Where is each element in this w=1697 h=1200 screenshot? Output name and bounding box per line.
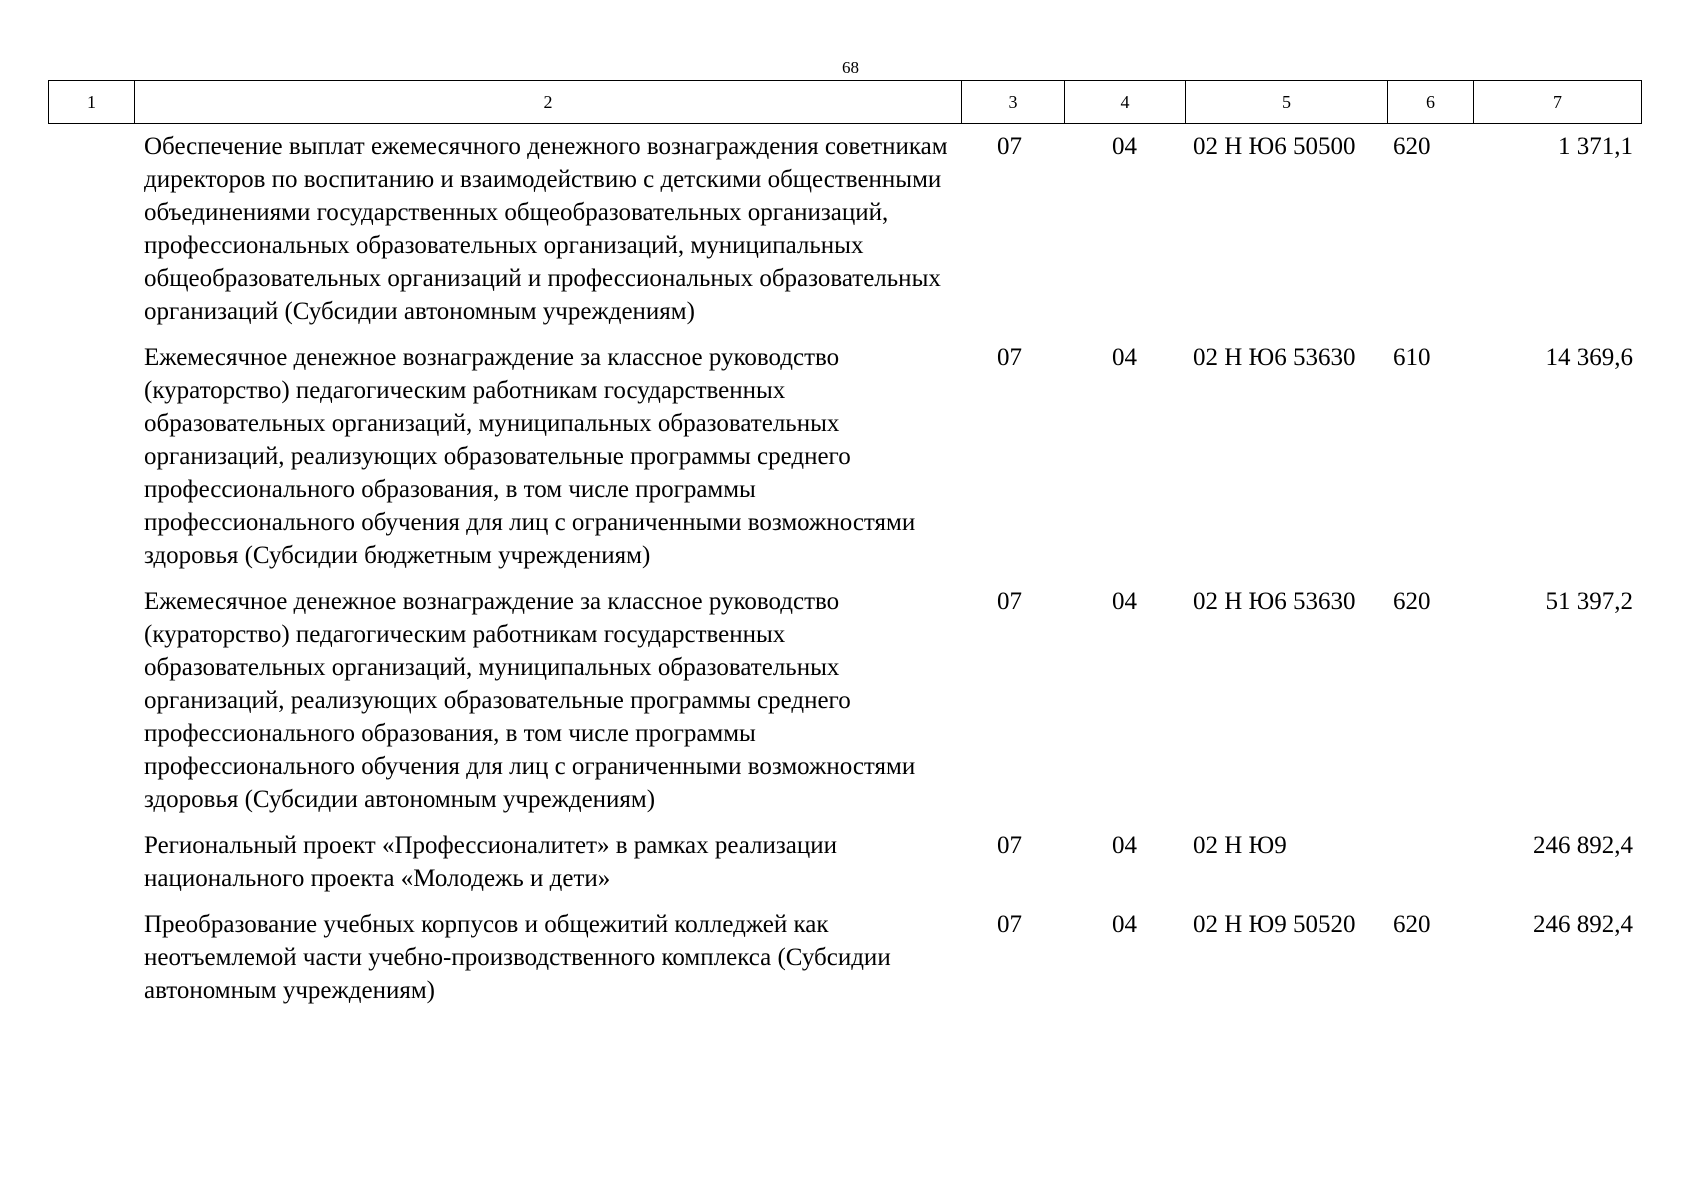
row-number-cell (48, 341, 134, 585)
row-expense-type (1387, 829, 1473, 908)
row-description: Ежемесячное денежное вознаграждение за классное руководство (кураторство) педагогическим работникам государственных образовательных организаций, муниципальных образовательных организаций, реализующих образовательные программы среднего профессионального образования, в том числе программы профессионального обучения для лиц с ограниченными возможностями здоровья (Субсидии автономным учреждениям) (144, 588, 916, 813)
header-row (49, 81, 1642, 124)
row-expense-type: 610 (1393, 344, 1431, 371)
header-col-5: 5 (1186, 81, 1388, 124)
table-row (48, 908, 1641, 1020)
header-col-6: 6 (1388, 81, 1474, 124)
row-target-article: 02 Н Ю9 (1193, 832, 1287, 859)
header-col-2: 2 (135, 81, 962, 124)
row-target-article: 02 Н Ю6 53630 (1193, 344, 1356, 371)
row-target-article: 02 Н Ю6 53630 (1193, 588, 1356, 615)
row-subsection: 04 (1112, 911, 1137, 938)
row-expense-type: 620 (1393, 911, 1431, 938)
budget-table (48, 130, 1641, 1020)
row-amount: 14 369,6 (1545, 344, 1633, 371)
row-number-cell (48, 585, 134, 829)
row-subsection: 04 (1112, 133, 1137, 160)
table-row (48, 829, 1641, 908)
row-amount: 1 371,1 (1558, 133, 1633, 160)
row-target-article: 02 Н Ю6 50500 (1193, 133, 1356, 160)
header-col-4: 4 (1065, 81, 1186, 124)
row-number-cell (48, 829, 134, 908)
header-col-3: 3 (962, 81, 1065, 124)
table-row (48, 130, 1641, 341)
table-row (48, 585, 1641, 829)
row-amount: 246 892,4 (1533, 911, 1633, 938)
header-col-7: 7 (1474, 81, 1642, 124)
row-description: Обеспечение выплат ежемесячного денежного вознаграждения советникам директоров по воспитанию и взаимодействию с детскими общественными объединениями государственных общеобразовательных организаций, профессиональных образовательных организаций, муниципальных общеобразовательных организаций и профессиональных образовательных организаций (Субсидии автономным учреждениям) (144, 133, 948, 325)
row-description: Преобразование учебных корпусов и общежитий колледжей как неотъемлемой части учебно-производственного комплекса (Субсидии автономным учреждениям) (144, 911, 891, 1004)
table-header (48, 80, 1642, 124)
row-number-cell (48, 908, 134, 1020)
row-description: Региональный проект «Профессионалитет» в рамках реализации национального проекта «Молодежь и дети» (144, 832, 838, 892)
row-target-article: 02 Н Ю9 50520 (1193, 911, 1356, 938)
page-number: 68 (842, 58, 859, 77)
table-row (48, 341, 1641, 585)
row-subsection: 04 (1112, 832, 1137, 859)
row-expense-type: 620 (1393, 588, 1431, 615)
row-description: Ежемесячное денежное вознаграждение за классное руководство (кураторство) педагогическим работникам государственных образовательных организаций, муниципальных образовательных организаций, реализующих образовательные программы среднего профессионального образования, в том числе программы профессионального обучения для лиц с ограниченными возможностями здоровья (Субсидии бюджетным учреждениям) (144, 344, 916, 569)
row-section: 07 (997, 588, 1022, 615)
row-section: 07 (997, 832, 1022, 859)
row-amount: 51 397,2 (1545, 588, 1633, 615)
row-expense-type: 620 (1393, 133, 1431, 160)
row-number-cell (48, 130, 134, 341)
row-subsection: 04 (1112, 344, 1137, 371)
row-amount: 246 892,4 (1533, 832, 1633, 859)
row-subsection: 04 (1112, 588, 1137, 615)
header-col-1: 1 (49, 81, 135, 124)
row-section: 07 (997, 133, 1022, 160)
row-section: 07 (997, 911, 1022, 938)
row-section: 07 (997, 344, 1022, 371)
